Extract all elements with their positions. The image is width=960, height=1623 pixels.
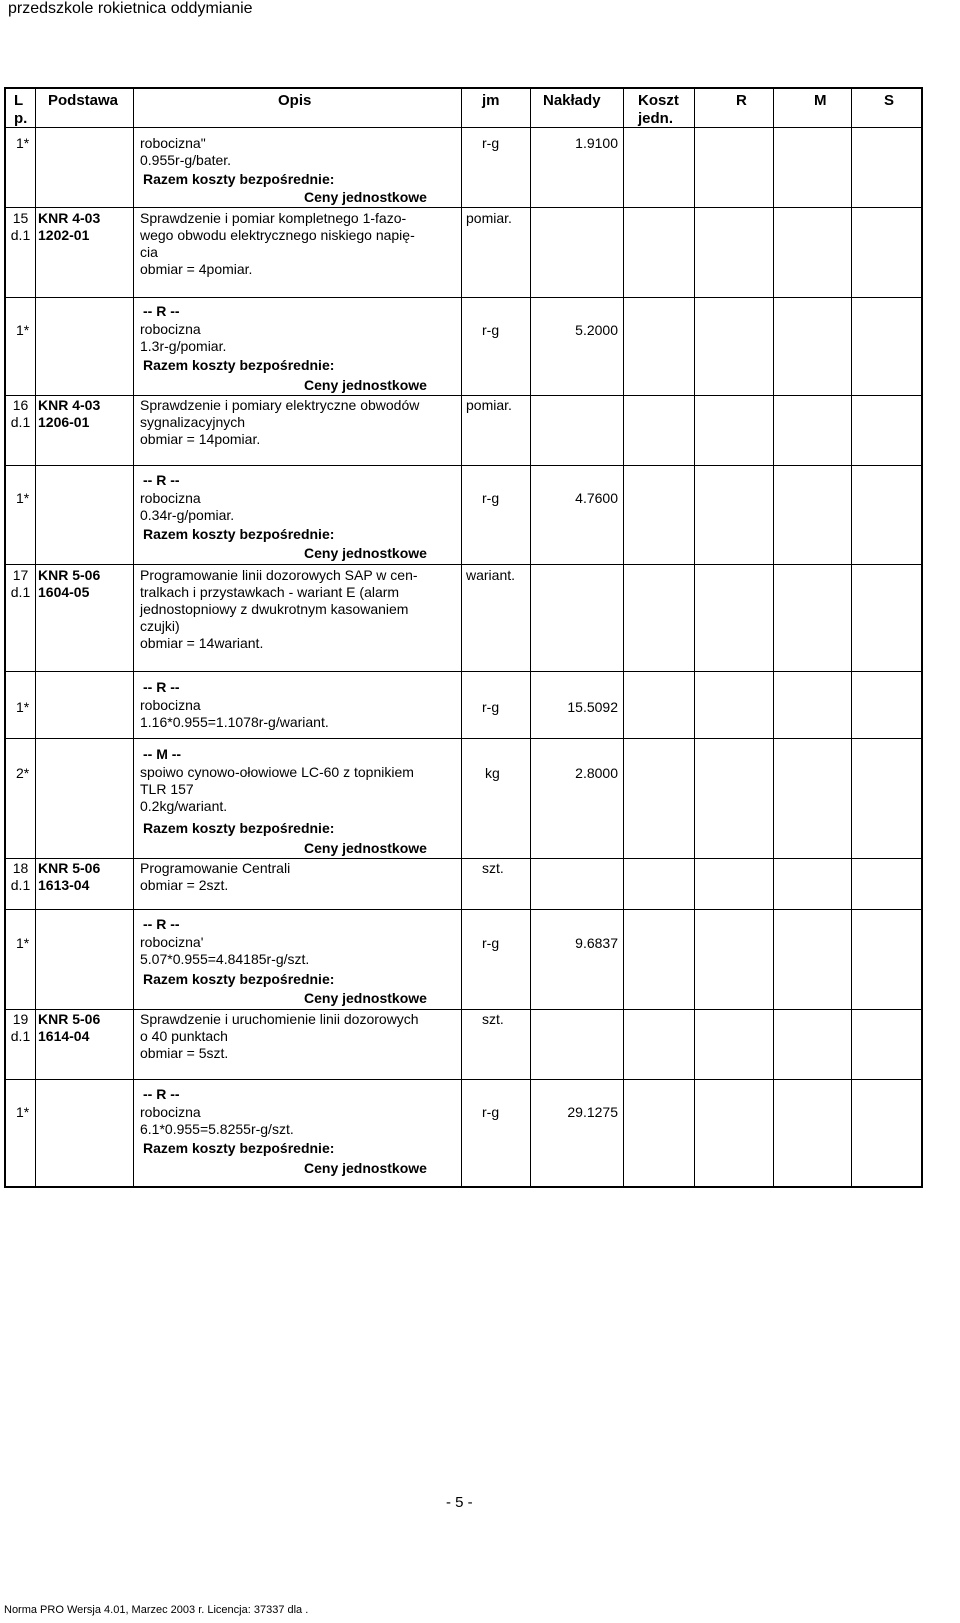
- row-lp: 1*: [16, 490, 30, 506]
- position-podstawa: KNR 5-06 1613-04: [38, 860, 101, 893]
- row-jm: r-g: [482, 1104, 500, 1120]
- col-divider: [623, 89, 624, 1186]
- ceny-label: Ceny jednostkowe: [304, 545, 427, 561]
- row-jm: r-g: [482, 935, 500, 951]
- row-naklady: 15.5092: [567, 699, 618, 715]
- col-divider: [851, 89, 852, 1186]
- row-lp: 1*: [16, 699, 30, 715]
- position-desc: Programowanie linii dozorowych SAP w cen- tralkach i przystawkach - wariant E (alarm jednostopniowy z dwukrotnym kasowaniem czujki) obmiar = 14wariant.: [140, 567, 418, 651]
- header-m: M: [814, 92, 827, 109]
- header-jm: jm: [482, 92, 500, 109]
- row-jm: r-g: [482, 135, 500, 151]
- position-jm: szt.: [482, 860, 504, 876]
- row-divider: [6, 671, 921, 672]
- row-desc: robocizna" 0.955r-g/bater.: [140, 135, 232, 168]
- col-divider: [773, 89, 774, 1186]
- header-koszt: Koszt jedn.: [638, 92, 679, 127]
- position-podstawa: KNR 4-03 1206-01: [38, 397, 101, 430]
- resource-separator: -- R --: [143, 1086, 180, 1102]
- position-desc: Sprawdzenie i pomiary elektryczne obwodów sygnalizacyjnych obmiar = 14pomiar.: [140, 397, 420, 447]
- position-desc: Sprawdzenie i pomiar kompletnego 1-fazo- wego obwodu elektrycznego niskiego napię- cia obmiar = 4pomiar.: [140, 210, 415, 277]
- row-lp: 1*: [16, 935, 30, 951]
- row-desc: robocizna 1.16*0.955=1.1078r-g/wariant.: [140, 697, 329, 730]
- row-jm: r-g: [482, 322, 500, 338]
- footer-text: Norma PRO Wersja 4.01, Marzec 2003 r. Licencja: 37337 dla .: [4, 1604, 309, 1616]
- position-jm: pomiar.: [466, 397, 512, 413]
- position-jm: szt.: [482, 1011, 504, 1027]
- ceny-label: Ceny jednostkowe: [304, 189, 427, 205]
- row-lp: 1*: [16, 135, 30, 151]
- row-lp: 1*: [16, 322, 30, 338]
- resource-separator: -- R --: [143, 916, 180, 932]
- row-divider: [6, 465, 921, 466]
- header-r: R: [736, 92, 747, 109]
- resource-separator: -- M --: [143, 746, 182, 762]
- row-divider: [6, 207, 921, 208]
- cost-table: [4, 87, 923, 1188]
- row-naklady: 1.9100: [575, 135, 618, 151]
- ceny-label: Ceny jednostkowe: [304, 377, 427, 393]
- row-divider: [6, 1009, 921, 1010]
- header-s: S: [884, 92, 895, 109]
- row-jm: kg: [485, 765, 500, 781]
- position-desc: Sprawdzenie i uruchomienie linii dozorowych o 40 punktach obmiar = 5szt.: [140, 1011, 419, 1061]
- row-divider: [6, 395, 921, 396]
- row-naklady: 29.1275: [567, 1104, 618, 1120]
- position-jm: wariant.: [466, 567, 516, 583]
- header-divider: [6, 127, 921, 128]
- resource-separator: -- R --: [143, 679, 180, 695]
- row-divider: [6, 1079, 921, 1080]
- razem-label: Razem koszty bezpośrednie:: [143, 357, 335, 373]
- ceny-label: Ceny jednostkowe: [304, 990, 427, 1006]
- position-podstawa: KNR 5-06 1614-04: [38, 1011, 101, 1044]
- header-opis: Opis: [278, 92, 312, 109]
- row-naklady: 9.6837: [575, 935, 618, 951]
- position-podstawa: KNR 4-03 1202-01: [38, 210, 101, 243]
- row-divider: [6, 909, 921, 910]
- row-divider: [6, 738, 921, 739]
- position-jm: pomiar.: [466, 210, 512, 226]
- position-lp: 15 d.1: [10, 210, 31, 243]
- row-divider: [6, 564, 921, 565]
- position-lp: 19 d.1: [10, 1011, 31, 1044]
- row-desc: robocizna 1.3r-g/pomiar.: [140, 321, 227, 354]
- row-desc: spoiwo cynowo-ołowiowe LC-60 z topnikiem TLR 157 0.2kg/wariant.: [140, 764, 414, 814]
- row-desc: robocizna 6.1*0.955=5.8255r-g/szt.: [140, 1104, 294, 1137]
- position-lp: 16 d.1: [10, 397, 31, 430]
- ceny-label: Ceny jednostkowe: [304, 840, 427, 856]
- row-lp: 1*: [16, 1104, 30, 1120]
- position-lp: 17 d.1: [10, 567, 31, 600]
- row-naklady: 2.8000: [575, 765, 618, 781]
- header-naklady: Nakłady: [543, 92, 601, 109]
- ceny-label: Ceny jednostkowe: [304, 1160, 427, 1176]
- position-lp: 18 d.1: [10, 860, 31, 893]
- col-divider: [530, 89, 531, 1186]
- row-desc: robocizna' 5.07*0.955=4.84185r-g/szt.: [140, 934, 310, 967]
- razem-label: Razem koszty bezpośrednie:: [143, 820, 335, 836]
- row-naklady: 5.2000: [575, 322, 618, 338]
- col-divider: [461, 89, 462, 1186]
- position-podstawa: KNR 5-06 1604-05: [38, 567, 101, 600]
- razem-label: Razem koszty bezpośrednie:: [143, 526, 335, 542]
- position-desc: Programowanie Centrali obmiar = 2szt.: [140, 860, 291, 893]
- page-title: przedszkole rokietnica oddymianie: [8, 0, 253, 17]
- razem-label: Razem koszty bezpośrednie:: [143, 971, 335, 987]
- col-divider: [694, 89, 695, 1186]
- resource-separator: -- R --: [143, 303, 180, 319]
- col-divider: [35, 89, 36, 1186]
- resource-separator: -- R --: [143, 472, 180, 488]
- row-jm: r-g: [482, 699, 500, 715]
- row-naklady: 4.7600: [575, 490, 618, 506]
- header-podstawa: Podstawa: [48, 92, 119, 109]
- razem-label: Razem koszty bezpośrednie:: [143, 1140, 335, 1156]
- row-divider: [6, 858, 921, 859]
- col-divider: [133, 89, 134, 1186]
- row-desc: robocizna 0.34r-g/pomiar.: [140, 490, 235, 523]
- header-lp: L p.: [14, 92, 28, 127]
- page-number: - 5 -: [446, 1494, 473, 1511]
- row-lp: 2*: [16, 765, 30, 781]
- row-divider: [6, 297, 921, 298]
- razem-label: Razem koszty bezpośrednie:: [143, 171, 335, 187]
- row-jm: r-g: [482, 490, 500, 506]
